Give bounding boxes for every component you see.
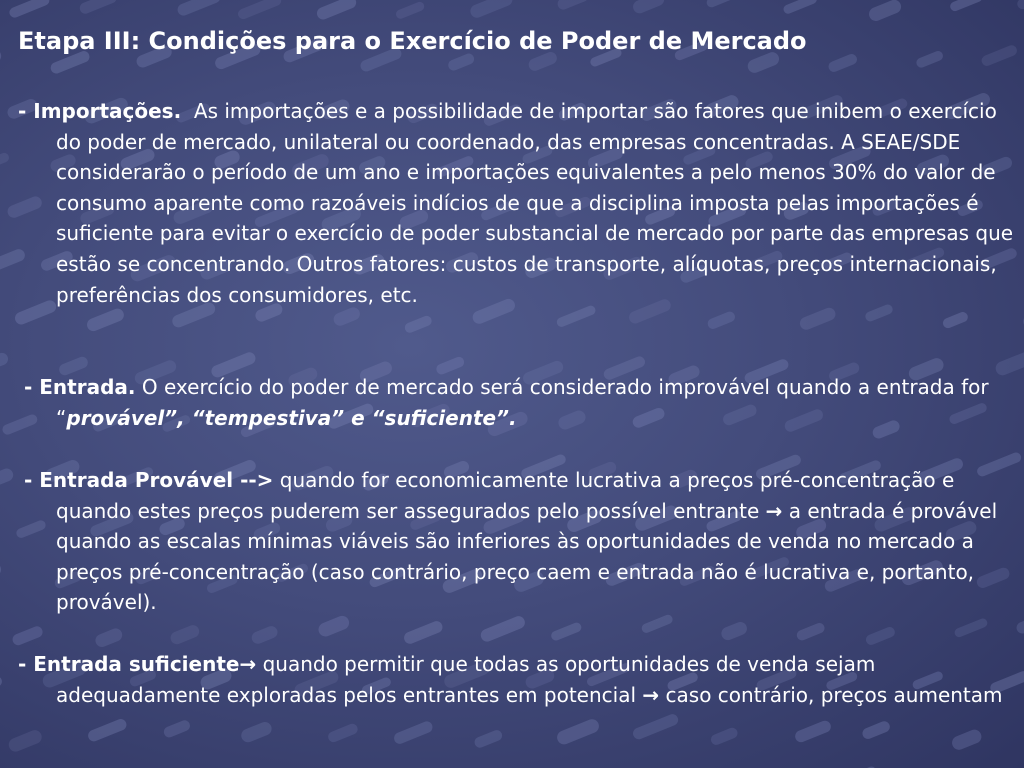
paragraph-entrada-suficiente — [18, 649, 1016, 710]
text-entrada-suficiente-2: caso contrário, preços aumentam — [665, 682, 1003, 707]
paragraph-entrada — [24, 372, 1016, 433]
heading-entrada-provavel: - Entrada Provável --> — [24, 468, 274, 492]
emphasis-entrada: provável”, “tempestiva” e “suficiente”. — [66, 405, 517, 430]
text-entrada-suficiente-1: quando permitir que todas as oportunidades de venda sejam adequadamente exploradas pelos entrantes em potencial — [56, 652, 876, 707]
heading-entrada: - Entrada. — [24, 375, 136, 399]
text-entrada-provavel-1: quando for economicamente lucrativa a preços pré-concentração e quando estes preços puderem ser assegurados pelo possível entrante — [56, 468, 955, 523]
right-arrow-icon: → — [765, 498, 783, 523]
right-arrow-icon: → — [239, 652, 257, 676]
text-importacoes: As importações e a possibilidade de importar são fatores que inibem o exercício do poder de mercado, unilateral ou coordenado, das empresas concentradas. A SEAE/SDE considerarão o período de um ano e importações equivalentes a pelo menos 30% do valor de consumo aparente como razoáveis indícios de que a disciplina imposta pelas importações é suficiente para evitar o exercício de poder substancial de mercado por parte das empresas que estão se concentrando. Outros fatores: custos de transporte, alíquotas, preços internacionais, preferências dos consumidores, etc. — [56, 99, 1014, 307]
right-arrow-icon: → — [642, 682, 660, 707]
text-entrada: O exercício do poder de mercado será considerado improvável quando a entrada for “ — [56, 375, 989, 430]
paragraph-entrada-provavel — [24, 465, 1016, 618]
text-entrada-provavel-2: a entrada é provável quando as escalas mínimas viáveis são inferiores às oportunidades de venda no mercado a preços pré-concentração (caso contrário, preço caem e entrada não é lucrativa e, portanto, provável). — [56, 498, 998, 615]
slide-title: Etapa III: Condições para o Exercício de Poder de Mercado — [18, 27, 807, 55]
paragraph-importacoes — [18, 96, 1016, 310]
heading-entrada-suficiente: - Entrada suficiente — [18, 652, 240, 676]
heading-importacoes: - Importações. — [18, 99, 182, 123]
